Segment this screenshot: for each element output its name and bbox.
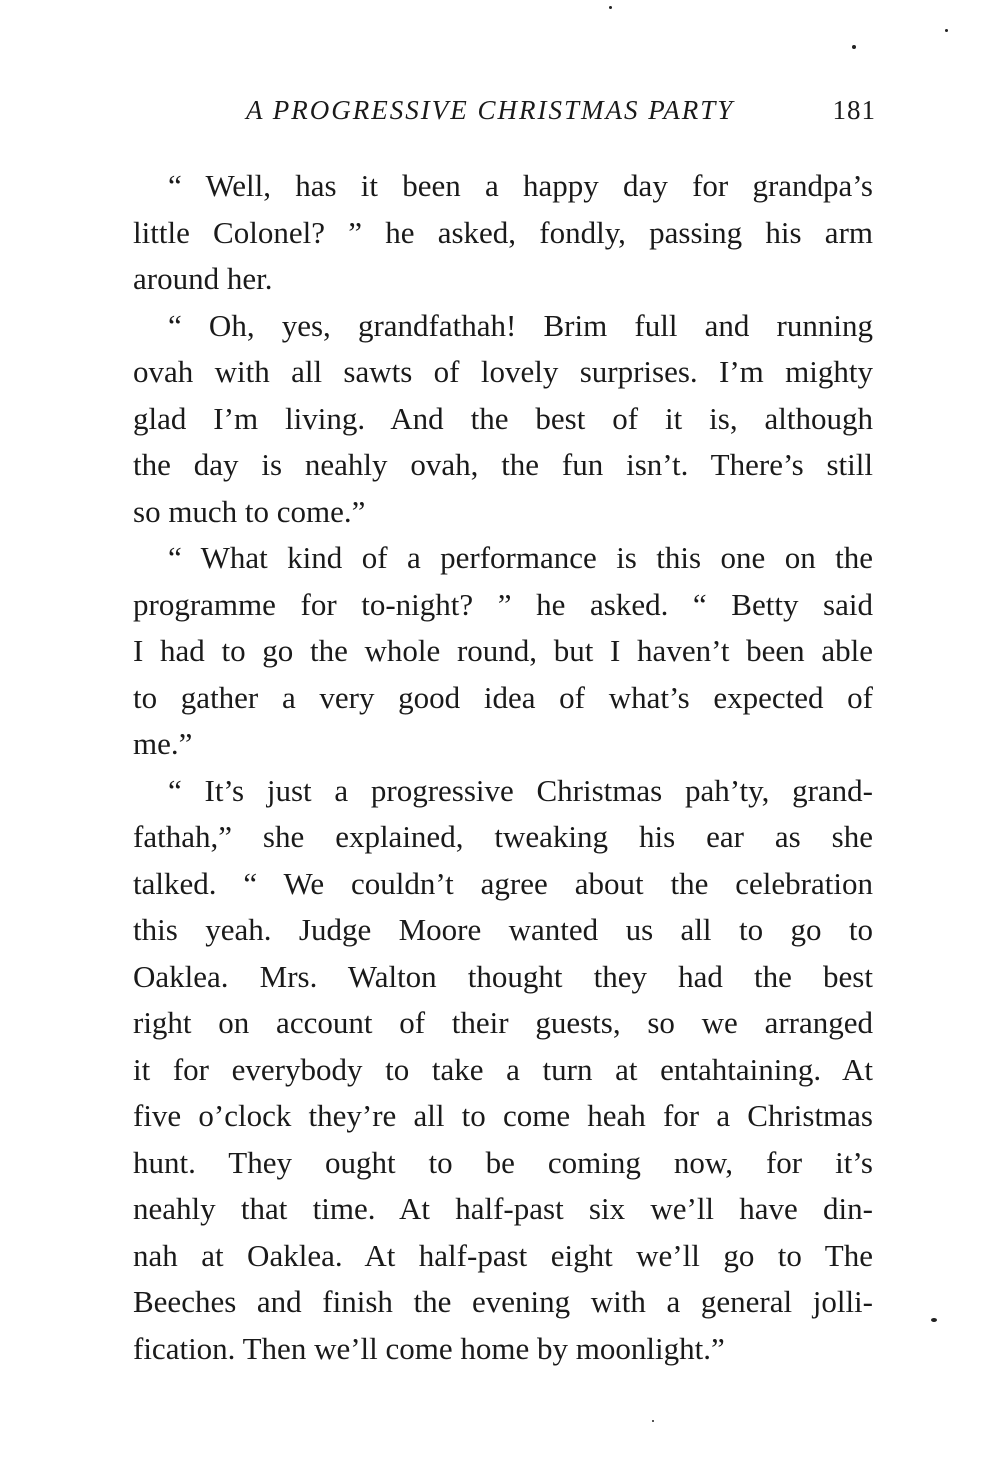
text-line: me.”	[133, 726, 193, 761]
page-number: 181	[832, 95, 876, 125]
body-text	[133, 163, 873, 1372]
text-line: to gather a very good idea of what’s expected of	[133, 679, 873, 715]
text-line: right on account of their guests, so we arranged	[133, 1005, 873, 1040]
text-line: neahly that time. At half-past six we’ll have din-	[133, 1191, 873, 1226]
text-line: “ It’s just a progressive Christmas pah’ty, grand-	[168, 772, 873, 808]
text-line: hunt. They ought to be coming now, for it’s	[133, 1144, 873, 1180]
text-line: around her.	[133, 261, 273, 296]
scan-speck	[652, 1420, 654, 1422]
text-line: “ What kind of a performance is this one on the	[168, 540, 873, 575]
text-line: Oaklea. Mrs. Walton thought they had the best	[133, 958, 873, 994]
text-line: “ Oh, yes, grandfathah! Brim full and running	[168, 307, 873, 343]
text-line: this yeah. Judge Moore wanted us all to go to	[133, 912, 873, 947]
text-line: five o’clock they’re all to come heah for a Christmas	[133, 1098, 873, 1133]
text-line: nah at Oaklea. At half-past eight we’ll go to The	[133, 1237, 873, 1273]
scan-speck	[931, 1318, 937, 1322]
scan-speck	[945, 29, 948, 32]
text-line: fathah,” she explained, tweaking his ear as she	[133, 819, 873, 854]
text-line: programme for to-night? ” he asked. “ Betty said	[133, 586, 873, 622]
text-line: talked. “ We couldn’t agree about the celebration	[133, 865, 873, 901]
text-line: it for everybody to take a turn at entahtaining. At	[133, 1051, 873, 1087]
scan-speck	[609, 6, 612, 9]
text-line: Beeches and finish the evening with a general jolli-	[133, 1284, 873, 1319]
text-line: ovah with all sawts of lovely surprises. I’m mighty	[133, 354, 873, 389]
text-line: fication. Then we’ll come home by moonlight.”	[133, 1330, 725, 1366]
scan-speck	[852, 45, 856, 49]
text-line: the day is neahly ovah, the fun isn’t. There’s still	[133, 447, 873, 482]
text-line: “ Well, has it been a happy day for grandpa’s	[168, 168, 873, 203]
running-title: A PROGRESSIVE CHRISTMAS PARTY	[246, 95, 735, 125]
page-header	[246, 95, 876, 135]
text-line: I had to go the whole round, but I haven’t been able	[133, 633, 873, 668]
text-line: glad I’m living. And the best of it is, although	[133, 400, 873, 436]
text-line: little Colonel? ” he asked, fondly, passing his arm	[133, 214, 873, 250]
text-line: so much to come.”	[133, 493, 366, 529]
